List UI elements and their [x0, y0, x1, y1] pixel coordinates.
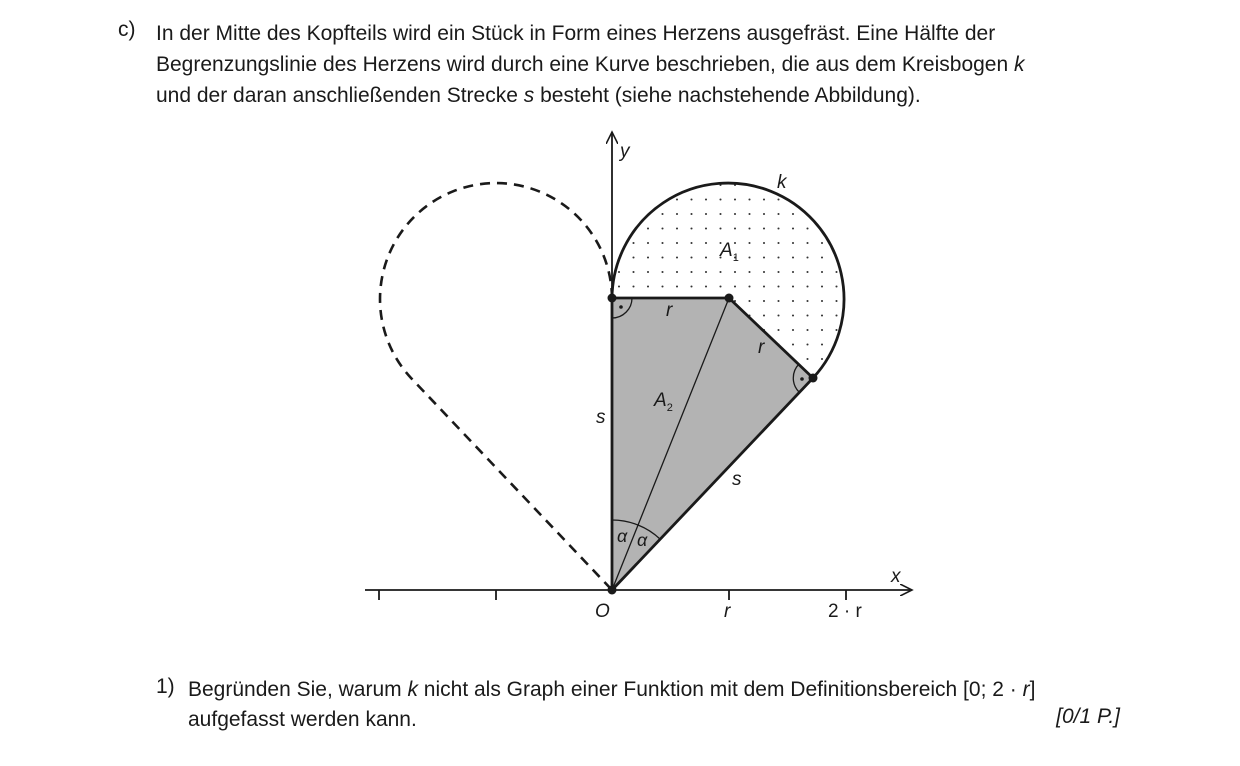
angle-label-alpha-1: α — [617, 526, 628, 546]
subtask-text — [188, 675, 1123, 735]
area-a2-subscript: 2 — [666, 402, 673, 414]
subtask-line-1-a: Begründen Sie, warum — [188, 678, 408, 701]
subtask-line-1-b: nicht als Graph einer Funktion mit dem Definitionsbereich [0; 2 · — [417, 678, 1023, 701]
tick-label-2r: 2 · r — [828, 601, 862, 622]
side-label-s-diag: s — [732, 469, 742, 490]
point-center — [725, 294, 734, 303]
area-a1-subscript: 1 — [732, 252, 739, 264]
origin-label: O — [595, 601, 610, 622]
task-var-s: s — [523, 84, 535, 107]
subtask-line-1-c: ] — [1029, 678, 1036, 701]
subtask-line-2: aufgefasst werden kann. — [188, 708, 417, 731]
task-line-1: In der Mitte des Kopfteils wird ein Stück in Form eines Herzens ausgefräst. Eine Hälfte der — [156, 22, 996, 45]
task-line-3-text: und der daran anschließenden Strecke — [156, 84, 524, 107]
point-top — [608, 294, 617, 303]
points-label: [0/1 P.] — [1056, 705, 1120, 728]
side-label-r-diag: r — [758, 337, 765, 358]
right-angle-dot-right — [800, 377, 804, 381]
area-a1-letter: A — [720, 240, 733, 261]
subtask-line-1 — [188, 675, 1123, 705]
task-label: c) — [118, 18, 136, 41]
right-angle-dot-top — [619, 305, 623, 309]
task-line-2-text: Begrenzungslinie des Herzens wird durch eine Kurve beschrieben, die aus dem Kreisbogen — [156, 53, 1014, 76]
y-axis-label: y — [620, 141, 630, 162]
point-origin — [608, 586, 617, 595]
tick-label-r: r — [724, 601, 731, 622]
area-a2-letter: A — [654, 390, 667, 411]
arc-label-k: k — [777, 172, 787, 193]
task-var-k: k — [1014, 53, 1025, 76]
dashed-mirror-half — [380, 183, 612, 590]
x-axis-label: x — [891, 566, 901, 587]
subtask-var-r: r — [1022, 678, 1030, 701]
point-tangent — [809, 374, 818, 383]
side-label-r-top: r — [666, 300, 673, 321]
subtask-var-k: k — [407, 678, 418, 701]
task-line-3-end: besteht (siehe nachstehende Abbildung). — [534, 84, 921, 107]
subtask-number: 1) — [156, 675, 175, 698]
side-label-s-left: s — [596, 407, 606, 428]
angle-label-alpha-2: α — [637, 530, 648, 550]
